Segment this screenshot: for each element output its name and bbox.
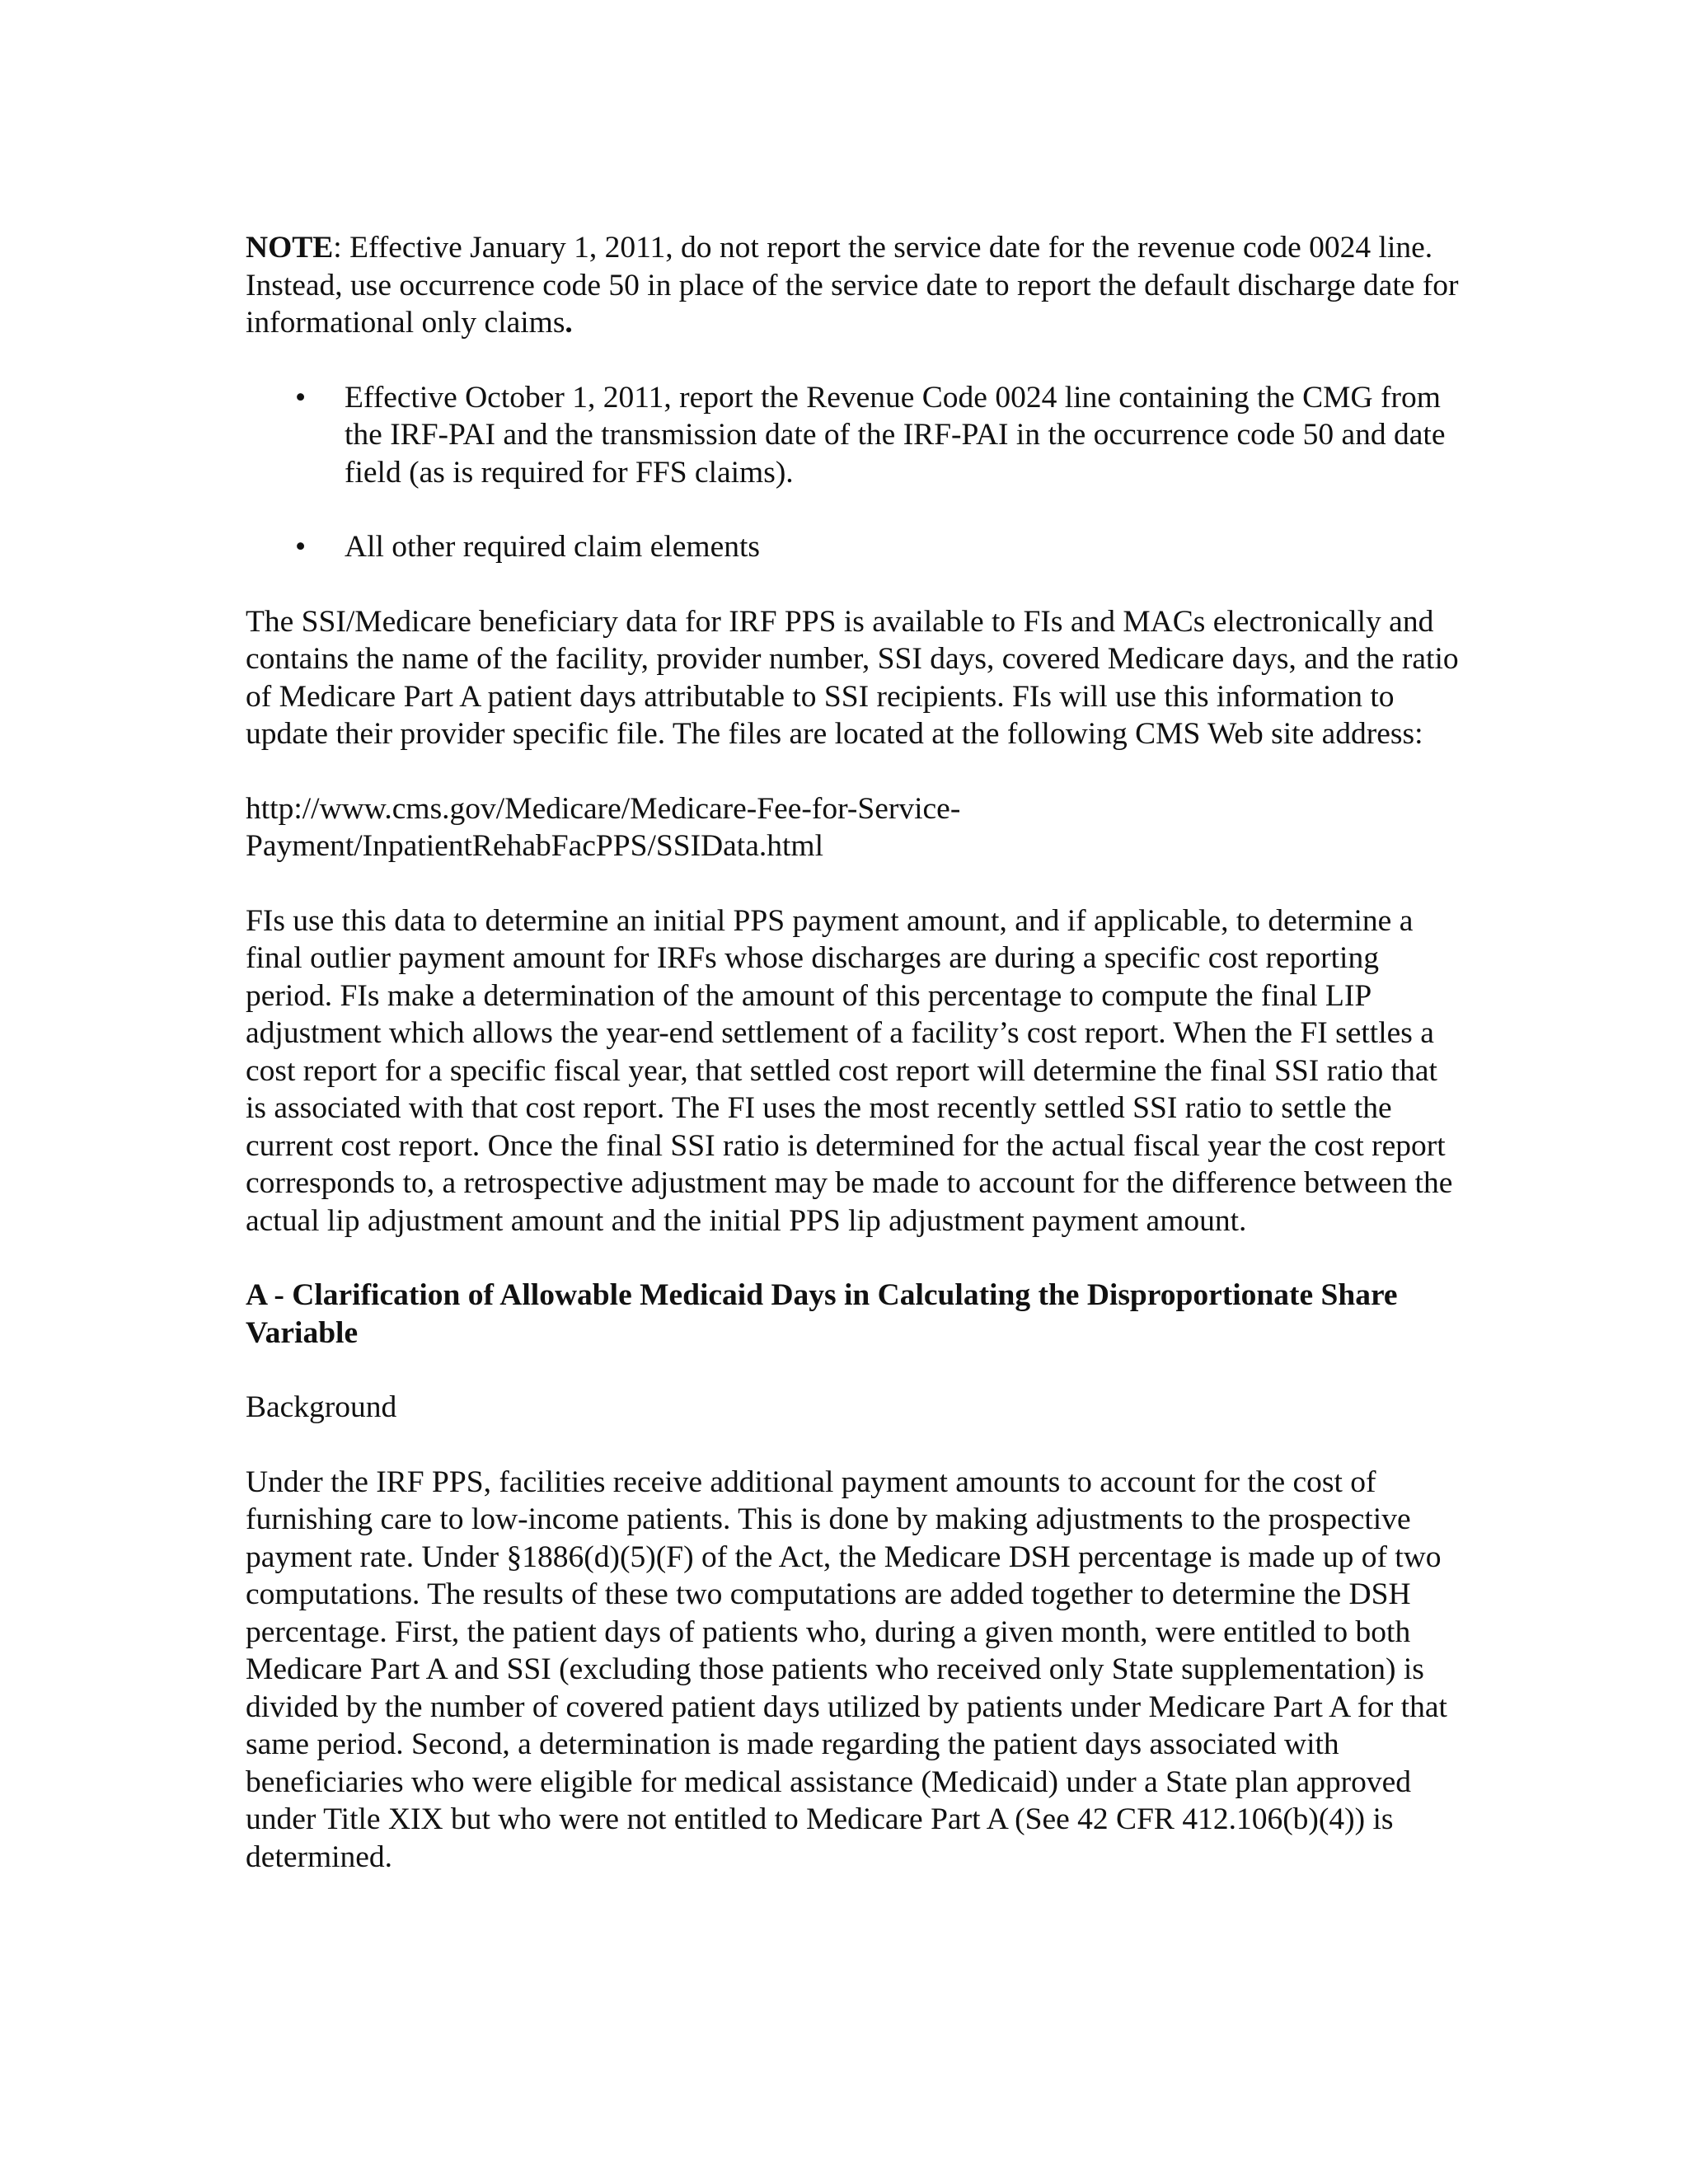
ssi-data-url — [246, 790, 1465, 865]
bullet-list — [246, 379, 1465, 566]
url-line-2: Payment/InpatientRehabFacPPS/SSIData.html — [246, 829, 823, 863]
note-paragraph — [246, 229, 1465, 342]
fi-paragraph: FIs use this data to determine an initial PPS payment amount, and if applicable, to determine a final outlier payment amount for IRFs whose discharges are during a specific cost reporting period. FIs make a determination of the amount of this percentage to compute the final LIP adjustment which allows the year-end settlement of a facility’s cost report. When the FI settles a cost report for a specific fiscal year, that settled cost report will determine the final SSI ratio that is associated with that cost report. The FI uses the most recently settled SSI ratio to settle the current cost report. Once the final SSI ratio is determined for the actual fiscal year the cost report corresponds to, a retrospective adjustment may be made to account for the difference between the actual lip adjustment amount and the initial PPS lip adjustment payment amount. — [246, 903, 1453, 1238]
ssi-data-paragraph: The SSI/Medicare beneficiary data for IRF PPS is available to FIs and MACs electronically and contains the name of the facility, provider number, SSI days, covered Medicare days, and the ratio of Medicare Part A patient days attributable to SSI recipients. FIs will use this information to update their provider specific file. The files are located at the following CMS Web site address: — [246, 604, 1459, 751]
note-label: NOTE — [246, 231, 334, 265]
bullet-text: All other required claim elements — [345, 530, 760, 564]
bullet-icon: • — [295, 380, 307, 415]
note-text: : Effective January 1, 2011, do not report the service date for the revenue code 0024 line. Instead, use occurrence code 50 in place of the service date to report the default discharge date for informational only claims — [246, 231, 1459, 340]
list-item — [246, 528, 1465, 566]
url-line-1: http://www.cms.gov/Medicare/Medicare-Fee-for-Service- — [246, 791, 961, 826]
section-heading: A - Clarification of Allowable Medicaid Days in Calculating the Disproportionate Share Variable — [246, 1278, 1398, 1350]
bullet-text: Effective October 1, 2011, report the Revenue Code 0024 line containing the CMG from the IRF-PAI and the transmission date of the IRF-PAI in the occurrence code 50 and date field (as is required for FFS claims). — [345, 380, 1446, 490]
background-paragraph: Under the IRF PPS, facilities receive additional payment amounts to account for the cost of furnishing care to low-income patients. This is done by making adjustments to the prospective payment rate. Under §1886(d)(5)(F) of the Act, the Medicare DSH percentage is made up of two computations. The results of these two computations are added together to determine the DSH percentage. First, the patient days of patients who, during a given month, were entitled to both Medicare Part A and SSI (excluding those patients who received only State supplementation) is divided by the number of covered patient days utilized by patients under Medicare Part A for that same period. Second, a determination is made regarding the patient days associated with beneficiaries who were eligible for medical assistance (Medicaid) under a State plan approved under Title XIX but who were not entitled to Medicare Part A (See 42 CFR 412.106(b)(4)) is determined. — [246, 1465, 1447, 1874]
bullet-icon: • — [295, 530, 307, 564]
background-subheading: Background — [246, 1390, 397, 1424]
document-page — [246, 229, 1465, 1876]
list-item — [246, 379, 1465, 492]
note-end: . — [565, 306, 573, 340]
